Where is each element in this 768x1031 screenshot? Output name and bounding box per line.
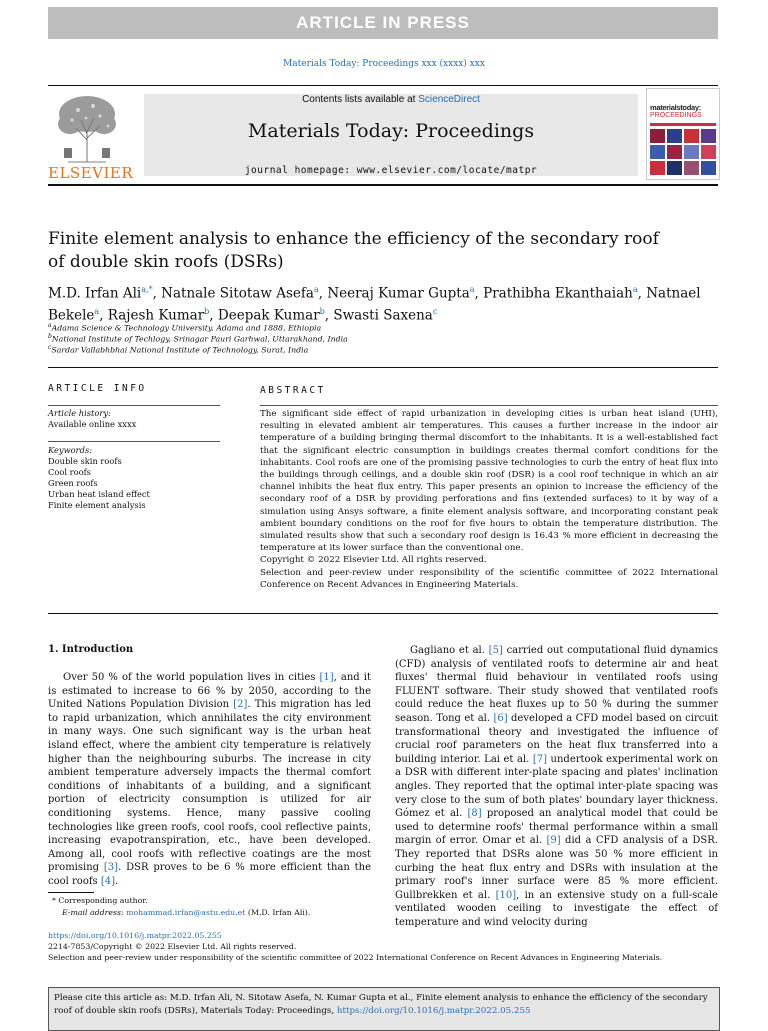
author-3[interactable]: Neeraj Kumar Gupta	[327, 285, 470, 302]
body-text: developed a CFD model based on circuit transformational theory and investigated the influence of crucial roof parameters on the heat flux transferred into a building interior. Lai et al.	[395, 712, 719, 765]
body-text: undertook experimental work on a DSR with different inter-plate spacing and plates' inclination angles. They reported that the optimal inter-plate spacing was very close to the sum of both plates' boundary layer thickness. Gómez et al.	[395, 753, 718, 820]
cover-title-1: materialstoday:	[650, 103, 701, 112]
keyword-5: Finite element analysis	[48, 500, 146, 510]
author-2[interactable]: Natnale Sitotaw Asefa	[161, 285, 314, 302]
author-2-affil[interactable]: a	[313, 285, 319, 294]
author-3-affil[interactable]: a	[469, 285, 475, 294]
body-text: Gagliano et al.	[410, 645, 489, 656]
citation-link[interactable]: [10]	[495, 889, 517, 901]
affiliation-a-text: Adama Science & Technology University, Adama and 1888, Ethiopia	[51, 323, 322, 333]
citation-link[interactable]: [9]	[546, 835, 561, 847]
citation-link[interactable]: [6]	[493, 712, 508, 724]
author-7-affil[interactable]: b	[319, 306, 325, 316]
author-8[interactable]: Swasti Saxena	[333, 307, 433, 323]
citation-link[interactable]: [3]	[103, 862, 119, 874]
author-6-affil[interactable]: b	[204, 306, 210, 316]
affiliation-b-text: National Institute of Techlogy, Srinagar Pauri Garhwal, Uttarakhand, India	[51, 334, 348, 344]
body-text: did a CFD analysis of a DSR. They reported that DSRs alone was 50 % more efficient in curbing the heat flux entry and DSRs with insulation at the primary roof's inner surface were 85 % more efficient. Gullbrekken et al.	[395, 835, 718, 901]
journal-homepage[interactable]: journal homepage: www.elsevier.com/locate/matpr	[244, 165, 538, 176]
author-6[interactable]: Rajesh Kumar	[107, 307, 205, 323]
body-top-rule	[48, 613, 718, 614]
keywords-rule	[48, 441, 220, 442]
abstract-text: The significant side effect of rapid urbanization in developing cities is urban heat island (UHI), resulting in elevated ambient air temperatures. This causes a further increase in the indoor air temperature of a building bringing thermal discomfort to the inhabitants. It is a well-established fact that the significant electric consumption in buildings creates thermal comfort conditions for the inhabitants. Cool roofs are one of the promising passive technologies to curb the entry of heat flux into the buildings through ceilings, and a double skin roof (DSR) is a cool roof technique in which an air channel inhibits the heat flux entry. This paper presents an opinion to increase the efficiency of the secondary roof of a DSR by providing perforations and fins (extended surfaces) to it by way of a simulation using Ansys software, a finite element analysis software, and incorporating constant peak ambient boundary conditions on the roof for five hours to obtain the temperature distribution. The simulated results show that such a secondary roof design is 16.43 % more efficient in decreasing the temperature at its lower surface than the conventional one.	[260, 409, 718, 554]
body-text: Over 50 % of the world population lives in cities	[63, 672, 320, 683]
please-cite-doi-link[interactable]: https://doi.org/10.1016/j.matpr.2022.05.255	[336, 1006, 531, 1016]
keyword-1: Double skin roofs	[48, 456, 122, 466]
corresponding-author-note: * Corresponding author.	[52, 896, 148, 905]
article-in-press-banner: ARTICLE IN PRESS	[48, 7, 718, 39]
keyword-3: Green roofs	[48, 478, 98, 488]
body-text: , in an extensive study on a full-scale ventilated wooden ceiling to investigate the effect of temperature and wind velocity during	[395, 889, 718, 928]
sciencedirect-link[interactable]: ScienceDirect	[418, 94, 480, 105]
abstract-peer-review: Selection and peer-review under responsibility of the scientific committee of 2022 International Conference on Recent Advances in Engineering Materials.	[260, 567, 718, 590]
affiliation-a	[48, 322, 321, 333]
journal-cover-thumbnail[interactable]	[646, 88, 720, 180]
affiliation-b	[48, 333, 348, 344]
author-4-affil[interactable]: a	[632, 285, 638, 294]
citation-link[interactable]: [2]	[233, 699, 248, 711]
please-cite-text: Please cite this article as: M.D. Irfan Ali, N. Sitotaw Asefa, N. Kumar Gupta et al., Finite element analysis to enhance the efficiency of the secondary roof of double skin roofs (DSRs), Materials Today: Proceedings,	[54, 993, 708, 1016]
journal-reference-link[interactable]: Materials Today: Proceedings xxx (xxxx) xxx	[283, 59, 485, 69]
citation-link[interactable]: [1]	[319, 672, 334, 683]
keyword-4: Urban heat island effect	[48, 489, 150, 499]
cover-title-2: PROCEEDINGS	[650, 112, 702, 119]
affiliation-c	[48, 344, 308, 355]
email-link[interactable]: mohammad.irfan@astu.edu.et	[126, 908, 246, 917]
elsevier-wordmark: ELSEVIER	[48, 164, 134, 182]
affiliation-c-mark: c	[48, 344, 52, 351]
history-label: Article history:	[48, 408, 111, 418]
citation-link[interactable]: [8]	[467, 808, 482, 820]
email-label: E-mail address:	[62, 908, 127, 917]
email-suffix: (M.D. Irfan Ali).	[245, 908, 311, 917]
author-1-affil[interactable]: a,*	[141, 285, 153, 294]
contents-prefix: Contents lists available at	[302, 94, 419, 105]
body-text: .	[115, 875, 119, 887]
footer-peer-review: Selection and peer-review under responsibility of the scientific committee of 2022 International Conference on Recent Advances in Engineering Materials.	[48, 953, 663, 962]
please-cite-box	[48, 987, 720, 1031]
author-1[interactable]: M.D. Irfan Ali	[48, 285, 142, 302]
history-value: Available online xxxx	[48, 419, 137, 429]
info-top-rule	[48, 367, 718, 368]
contents-line	[144, 94, 638, 105]
abstract-heading: ABSTRACT	[260, 385, 326, 396]
intro-heading: 1. Introduction	[48, 644, 134, 655]
doi-link[interactable]: https://doi.org/10.1016/j.matpr.2022.05.255	[48, 931, 222, 940]
body-text: . This migration has led to rapid urbanization, which annihilates the city environment in many ways. One such significant way is the urban heat island effect, where the ambient city temperature is relatively higher than the neighbouring suburbs. The increase in city ambient temperature adversely impacts the thermal comfort conditions of inhabitants of a building, and a significant portion of electricity consumption is utilized for air conditioning systems. Hence, many passive cooling technologies like green roofs, cool roofs, cool reflective paints, increasing evapotranspiration, etc., have been developed. Among all, cool roofs with reflective coatings are the most promising	[48, 699, 371, 874]
citation-link[interactable]: [5]	[488, 645, 503, 656]
abstract-rule	[260, 405, 718, 406]
affiliation-b-mark: b	[48, 333, 52, 340]
issn-copyright: 2214-7853/Copyright © 2022 Elsevier Ltd. All rights reserved.	[48, 942, 297, 951]
keywords-label: Keywords:	[48, 445, 93, 455]
article-title: Finite element analysis to enhance the efficiency of the secondary roof of double skin roofs (DSRs)	[48, 229, 659, 272]
author-7[interactable]: Deepak Kumar	[217, 307, 320, 323]
body-text: carried out computational fluid dynamics (CFD) analysis of ventilated roofs to determine air and heat fluxes' thermal fluid behaviour in ventilated roofs using FLUENT software. Their study showed that ventilated roofs could reduce the heat fluxes up to 50 % during the summer season. Tong et al.	[395, 645, 718, 724]
affiliation-c-text: Sardar Vallabhbhai National Institute of Technology, Surat, India	[51, 345, 309, 355]
affiliation-a-mark: a	[48, 322, 52, 329]
citation-link[interactable]: [7]	[532, 753, 548, 765]
author-4[interactable]: Prathibha Ekanthaiah	[483, 285, 633, 302]
body-text: . DSR proves to be 6 % more efficient than the cool roofs	[48, 862, 372, 887]
abstract-copyright: Copyright © 2022 Elsevier Ltd. All rights reserved.	[260, 555, 487, 566]
author-5-affil[interactable]: a	[94, 306, 100, 316]
header-bottom-rule	[48, 184, 718, 186]
body-text: proposed an analytical model that could be used to determine roofs' thermal performance within a small margin of error. Omar et al.	[395, 808, 718, 847]
footnote-rule	[48, 892, 94, 893]
intro-column-2	[395, 644, 718, 929]
cover-image-grid	[650, 129, 716, 175]
abstract-body	[260, 408, 718, 591]
article-info-rule	[48, 405, 220, 406]
citation-link[interactable]: [4]	[100, 875, 116, 887]
intro-column-1	[48, 671, 371, 889]
email-note	[62, 907, 310, 918]
body-text: , and it is estimated to increase to 66 % by 2050, according to the United Nations Population Division	[48, 672, 371, 711]
header-top-rule	[48, 85, 718, 86]
author-8-affil[interactable]: c	[432, 306, 438, 316]
journal-title: Materials Today: Proceedings	[247, 120, 535, 142]
keyword-2: Cool roofs	[48, 467, 91, 477]
article-info-heading: ARTICLE INFO	[48, 383, 147, 394]
author-list: M.D. Irfan Ali$^{a,*}$, Natnale Sitotaw Asefa$^a$, Neeraj Kumar Gupta$^a$, Prathibha Ekanthaiah$^a$, Natnael Bekele$^a$, Rajesh Kumar$^b$, Deepak Kumar$^b$, Swasti Saxena$^c$	[48, 285, 701, 323]
author-5[interactable]: Natnael Bekele	[48, 285, 701, 323]
